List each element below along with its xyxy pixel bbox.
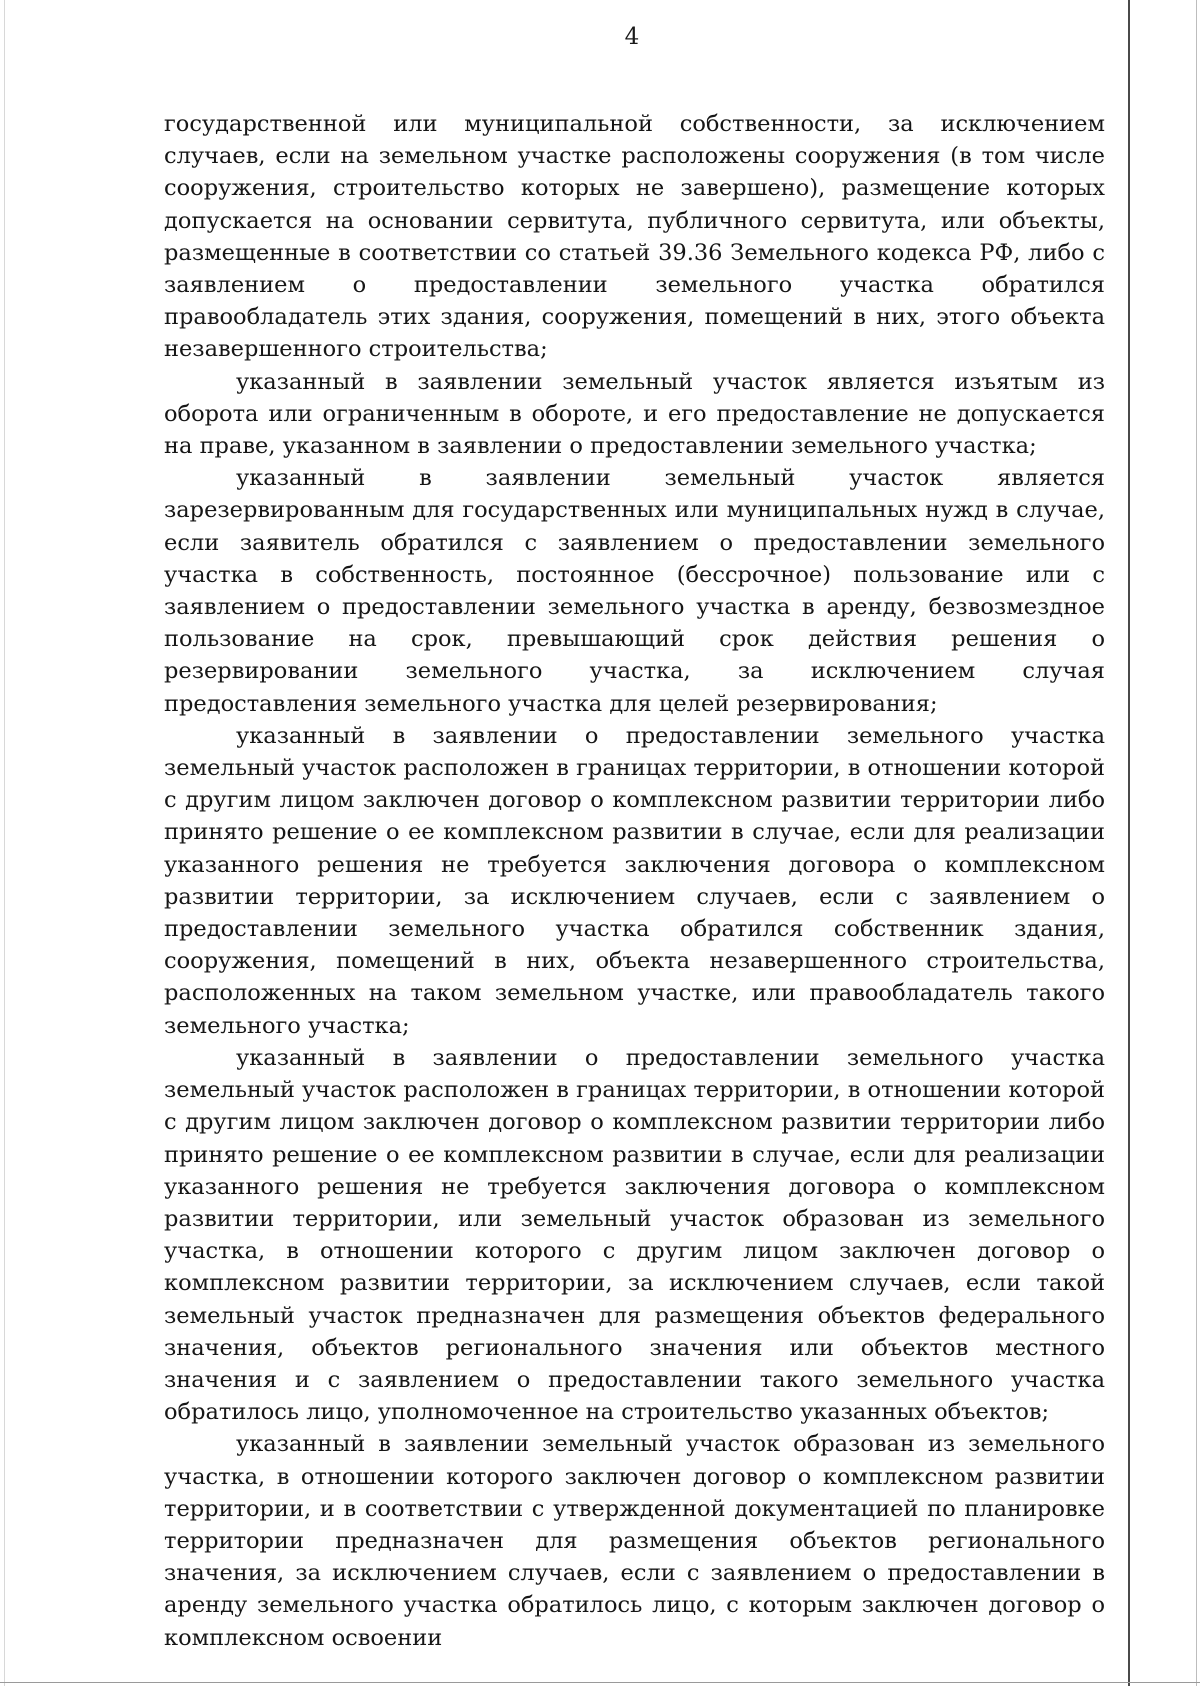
paragraph-6: указанный в заявлении земельный участок образован из земельного участка, в отношении которого заключен договор о комплексном развитии территории, и в соответствии с утвержденной документацией по планировке территории предназначен для размещения объектов регионального значения, за исключением случаев, если с заявлением о предоставлении в аренду земельного участка обратилось лицо, с которым заключен договор о комплексном освоении	[164, 1431, 1105, 1651]
paragraph-1: государственной или муниципальной собственности, за исключением случаев, если на земельном участке расположены сооружения (в том числе сооружения, строительство которых не завершено), размещение которых допускается на основании сервитута, публичного сервитута, или объекты, размещенные в соответствии со статьей 39.36 Земельного кодекса РФ, либо с заявлением о предоставлении земельного участка обратился правообладатель этих здания, сооружения, помещений в них, этого объекта незавершенного строительства;	[164, 111, 1105, 363]
paragraph-2: указанный в заявлении земельный участок является изъятым из оборота или ограниченным в обороте, и его предоставление не допускается на праве, указанном в заявлении о предоставлении земельного участка;	[164, 368, 1105, 460]
paragraph-5: указанный в заявлении о предоставлении земельного участка земельный участок расположен в границах территории, в отношении которой с другим лицом заключен договор о комплексном развитии территории либо принято решение о ее комплексном развитии в случае, если для реализации указанного решения не требуется заключения договора о комплексном развитии территории, или земельный участок образован из земельного участка, в отношении которого с другим лицом заключен договор о комплексном развитии территории, за исключением случаев, если такой земельный участок предназначен для размещения объектов федерального значения, объектов регионального значения или объектов местного значения и с заявлением о предоставлении такого земельного участка обратилось лицо, уполномоченное на строительство указанных объектов;	[164, 1044, 1105, 1426]
scan-edge-right-outer	[1196, 0, 1197, 1686]
scan-edge-bottom	[0, 1682, 1200, 1683]
paragraph-4: указанный в заявлении о предоставлении земельного участка земельный участок расположен в границах территории, в отношении которой с другим лицом заключен договор о комплексном развитии территории либо принято решение о ее комплексном развитии в случае, если для реализации указанного решения не требуется заключения договора о комплексном развитии территории, за исключением случаев, если с заявлением о предоставлении земельного участка обратился собственник здания, сооружения, помещений в них, объекта незавершенного строительства, расположенных на таком земельном участке, или правообладатель такого земельного участка;	[164, 722, 1105, 1039]
paragraph-3: указанный в заявлении земельный участок является зарезервированным для государственных или муниципальных нужд в случае, если заявитель обратился с заявлением о предоставлении земельного участка в собственность, постоянное (бессрочное) пользование или с заявлением о предоставлении земельного участка в аренду, безвозмездное пользование на срок, превышающий срок действия решения о резервировании земельного участка, за исключением случая предоставления земельного участка для целей резервирования;	[164, 465, 1105, 717]
document-body	[164, 108, 1105, 1654]
scan-edge-left	[4, 0, 5, 1686]
page-number: 4	[624, 24, 640, 50]
scan-edge-right	[1128, 0, 1130, 1686]
